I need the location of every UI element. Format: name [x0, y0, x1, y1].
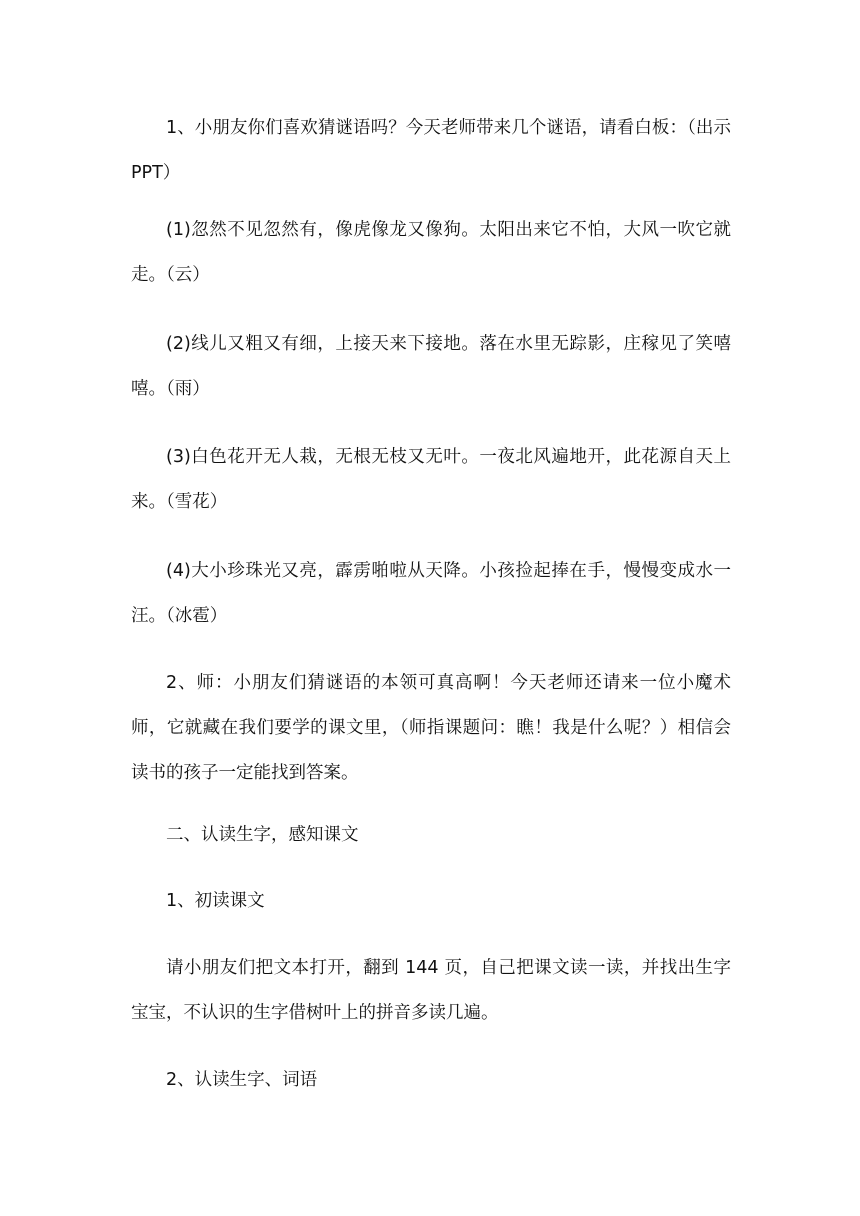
- riddle-1-cloud: (1)忽然不见忽然有，像虎像龙又像狗。太阳出来它不怕，大风一吹它就走。（云）: [131, 220, 731, 285]
- step-1-instructions: 请小朋友们把文本打开，翻到 144 页，自己把课文读一读，并找出生字宝宝，不认识的生字借树叶上的拼音多读几遍。: [131, 958, 731, 1023]
- intro-riddle-paragraph: 1、小朋友你们喜欢猜谜语吗？今天老师带来几个谜语，请看白板：（出示 PPT）: [131, 118, 731, 183]
- step-2-heading: 2、认读生字、词语: [166, 1070, 318, 1090]
- step-1-heading: 1、初读课文: [166, 891, 265, 911]
- section-heading-2: 二、认读生字，感知课文: [166, 825, 359, 845]
- teacher-intro-paragraph: 2、师：小朋友们猜谜语的本领可真高啊！今天老师还请来一位小魔术师，它就藏在我们要学的课文里，（师指课题问：瞧！我是什么呢？）相信会读书的孩子一定能找到答案。: [131, 673, 731, 783]
- riddle-3-snowflake: (3)白色花开无人栽，无根无枝又无叶。一夜北风遍地开，此花源自天上来。（雪花）: [131, 447, 731, 512]
- riddle-4-hail: (4)大小珍珠光又亮，霹雳啪啦从天降。小孩捡起捧在手，慢慢变成水一汪。（冰雹）: [131, 561, 731, 626]
- riddle-2-rain: (2)线儿又粗又有细，上接天来下接地。落在水里无踪影，庄稼见了笑嘻嘻。（雨）: [131, 334, 731, 399]
